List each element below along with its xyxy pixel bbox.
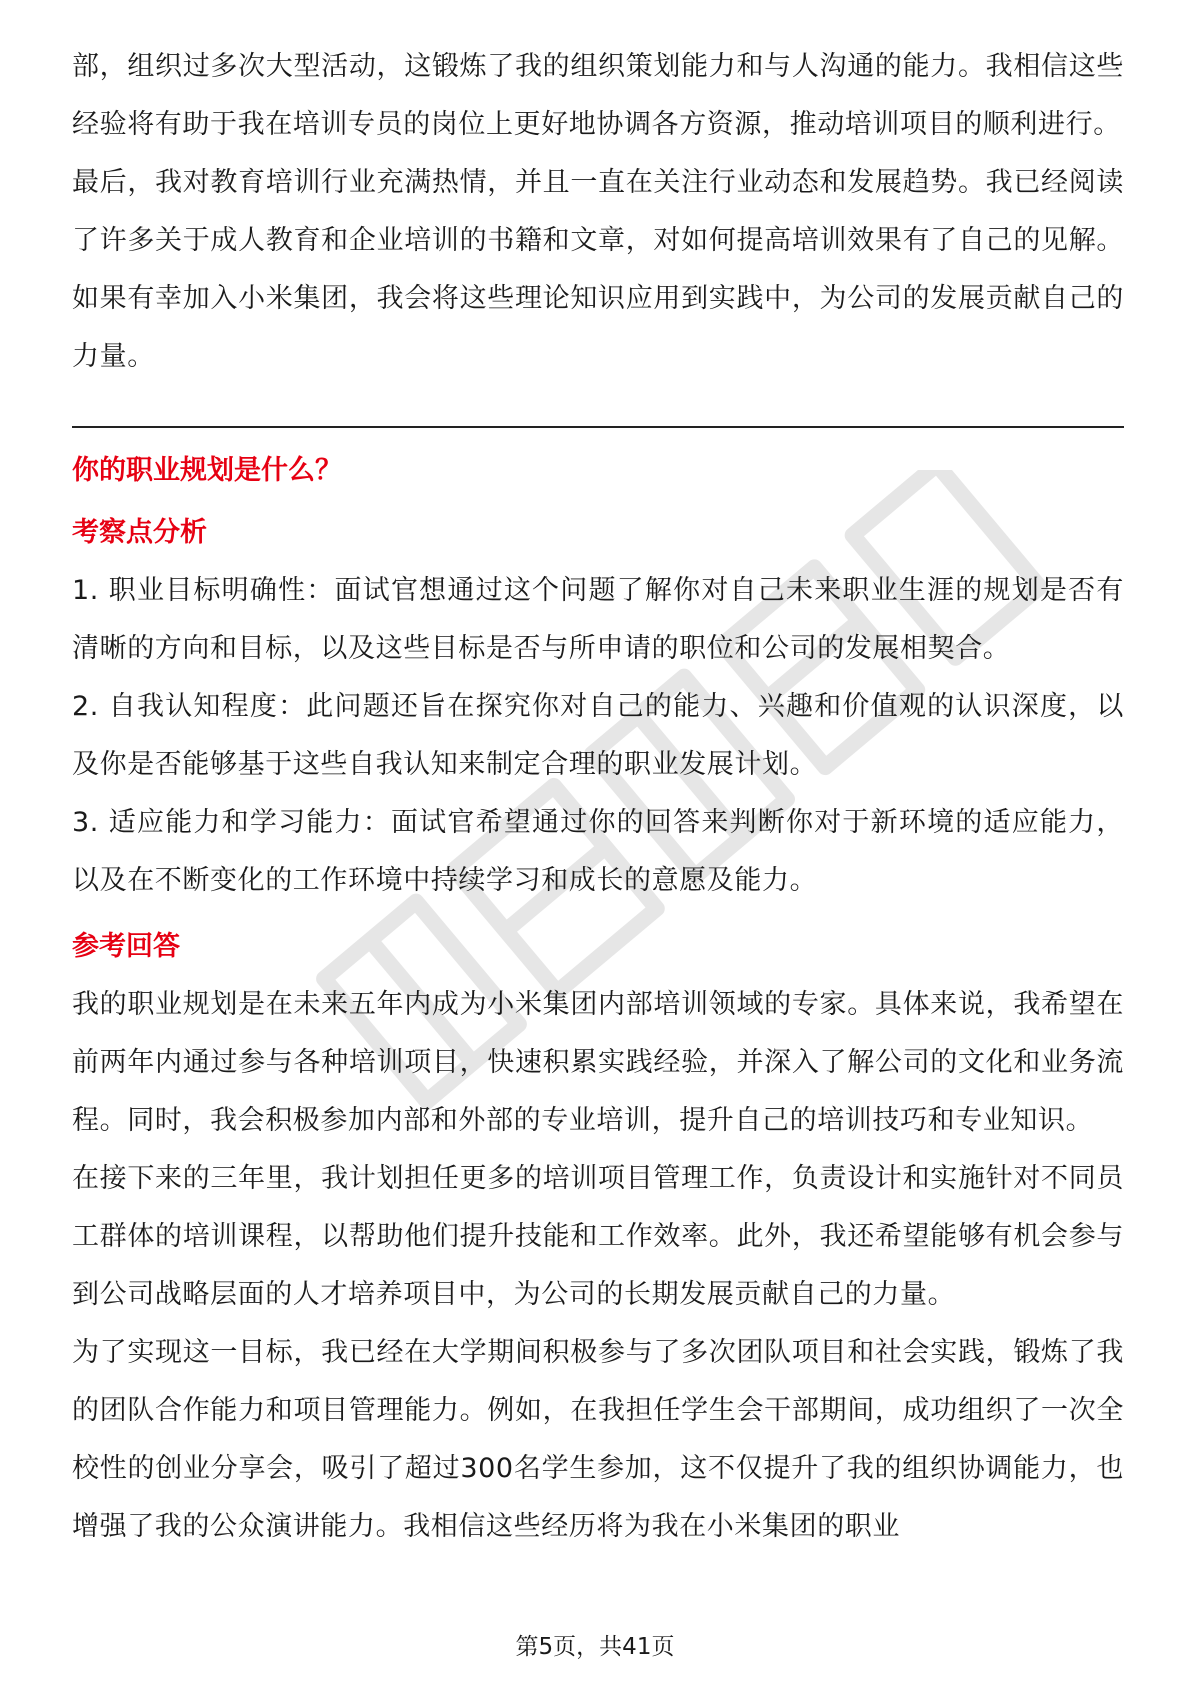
analysis-item: 2. 自我认知程度：此问题还旨在探究你对自己的能力、兴趣和价值观的认识深度，以及你是否能够基于这些自我认知来制定合理的职业发展计划。 — [72, 691, 1124, 780]
answer-body — [72, 976, 1124, 1556]
intro-paragraph: 最后，我对教育培训行业充满热情，并且一直在关注行业动态和发展趋势。我已经阅读了许多关于成人教育和企业培训的书籍和文章，对如何提高培训效果有了自己的见解。如果有幸加入小米集团，我会将这些理论知识应用到实践中，为公司的发展贡献自己的力量。 — [72, 167, 1124, 372]
page-number: 第5页，共41页 — [515, 1634, 675, 1660]
analysis-item: 1. 职业目标明确性：面试官想通过这个问题了解你对自己未来职业生涯的规划是否有清晰的方向和目标，以及这些目标是否与所申请的职位和公司的发展相契合。 — [72, 575, 1124, 664]
document-page — [72, 38, 1124, 1556]
analysis-item: 3. 适应能力和学习能力：面试官希望通过你的回答来判断你对于新环境的适应能力，以及在不断变化的工作环境中持续学习和成长的意愿及能力。 — [72, 807, 1124, 896]
analysis-heading: 考察点分析 — [72, 517, 207, 548]
analysis-list — [72, 562, 1124, 910]
answer-paragraph: 为了实现这一目标，我已经在大学期间积极参与了多次团队项目和社会实践，锻炼了我的团队合作能力和项目管理能力。例如，在我担任学生会干部期间，成功组织了一次全校性的创业分享会，吸引了超过300名学生参加，这不仅提升了我的组织协调能力，也增强了我的公众演讲能力。我相信这些经历将为我在小米集团的职业 — [72, 1337, 1124, 1542]
answer-paragraph: 我的职业规划是在未来五年内成为小米集团内部培训领域的专家。具体来说，我希望在前两年内通过参与各种培训项目，快速积累实践经验，并深入了解公司的文化和业务流程。同时，我会积极参加内部和外部的专业培训，提升自己的培训技巧和专业知识。 — [72, 989, 1124, 1136]
answer-paragraph: 在接下来的三年里，我计划担任更多的培训项目管理工作，负责设计和实施针对不同员工群体的培训课程，以帮助他们提升技能和工作效率。此外，我还希望能够有机会参与到公司战略层面的人才培养项目中，为公司的长期发展贡献自己的力量。 — [72, 1163, 1124, 1310]
question-heading: 你的职业规划是什么？ — [72, 455, 342, 486]
answer-heading: 参考回答 — [72, 931, 180, 962]
intro-paragraph: 部，组织过多次大型活动，这锻炼了我的组织策划能力和与人沟通的能力。我相信这些经验将有助于我在培训专员的岗位上更好地协调各方资源，推动培训项目的顺利进行。 — [72, 51, 1124, 140]
intro-section — [72, 38, 1124, 386]
section-divider — [72, 426, 1124, 428]
